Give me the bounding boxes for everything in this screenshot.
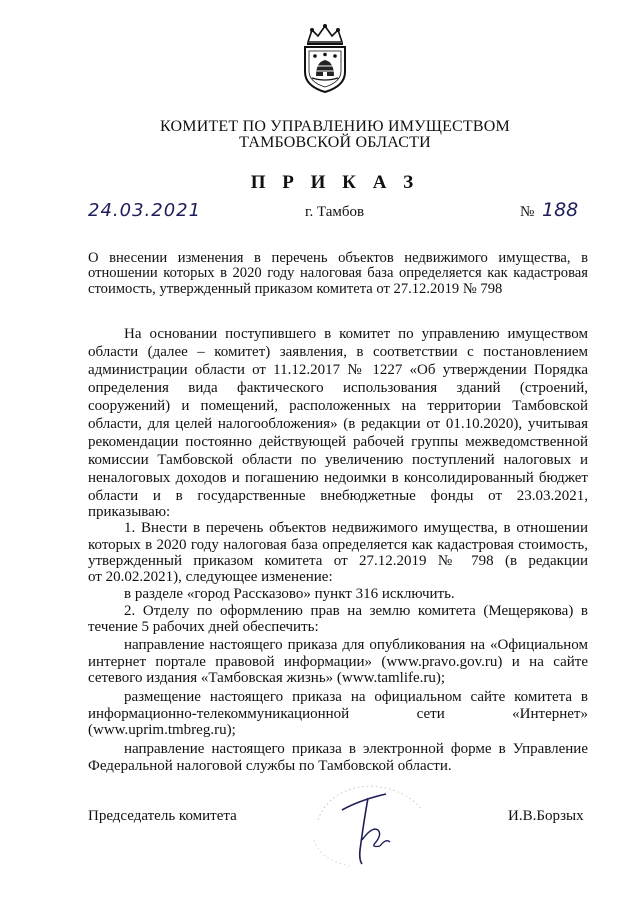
body-line: 1. Внести в перечень объектов недвижимого имущества, в отношении: [124, 520, 588, 536]
body-line: приказываю:: [88, 504, 171, 520]
body-line: интернет портале правовой информации» (www.pravo.gov.ru) и на сайте: [88, 654, 588, 670]
body-line: утвержденный приказом комитета от 27.12.2019 № 798 (в редакции: [88, 553, 588, 569]
body-line: области и в государственные внебюджетные фонды от 23.03.2021,: [88, 488, 588, 504]
document-date: 24.03.2021: [88, 200, 202, 221]
document-number-label: №: [520, 204, 535, 220]
body-line: течение 5 рабочих дней обеспечить:: [88, 619, 319, 635]
body-line: администрации области от 11.12.2017 № 1227 «Об утверждении Порядка: [88, 362, 588, 378]
document-city: г. Тамбов: [305, 204, 365, 220]
subject-line: отношении которых в 2020 году налоговая база определяется как кадастровая: [88, 265, 588, 281]
coat-of-arms-icon: [298, 22, 352, 94]
body-line: направление настоящего приказа для опубликования на «Официальном: [124, 637, 588, 653]
subject-line: О внесении изменения в перечень объектов недвижимого имущества, в: [88, 250, 588, 266]
body-line: 2. Отделу по оформлению прав на землю комитета (Мещерякова) в: [124, 603, 588, 619]
signatory-position: Председатель комитета: [88, 808, 237, 824]
body-line: (www.uprim.tmbreg.ru);: [88, 722, 236, 738]
body-line: которых в 2020 году налоговая база определяется как кадастровая стоимость,: [88, 537, 588, 553]
body-line: сетевого издания «Тамбовская жизнь» (www.tamlife.ru);: [88, 670, 446, 686]
body-line: комиссии Тамбовской области по увеличению поступлений налоговых и: [88, 452, 588, 468]
body-line: информационно-телекоммуникационной сети «Интернет»: [88, 706, 588, 722]
body-line: от 20.02.2021), следующее изменение:: [88, 569, 333, 585]
signatory-name: И.В.Борзых: [508, 808, 584, 824]
body-line: Федеральной налоговой службы по Тамбовской области.: [88, 758, 452, 774]
body-line: области (далее – комитет) заявления, в соответствии с постановлением: [88, 344, 588, 360]
document-number: 188: [542, 199, 579, 221]
organization-name-line-1: КОМИТЕТ ПО УПРАВЛЕНИЮ ИМУЩЕСТВОМ: [160, 118, 510, 135]
body-line: размещение настоящего приказа на официальном сайте комитета в: [124, 689, 588, 705]
body-line: рекомендации постоянно действующей рабочей группы межведомственной: [88, 434, 588, 450]
body-line: в разделе «город Рассказово» пункт 316 исключить.: [124, 586, 455, 602]
body-line: определения вида фактического использования зданий (строений,: [88, 380, 588, 396]
handwritten-signature-icon: [310, 780, 430, 870]
subject-line: стоимость, утвержденный приказом комитета от 27.12.2019 № 798: [88, 281, 503, 297]
organization-name-line-2: ТАМБОВСКОЙ ОБЛАСТИ: [239, 134, 431, 151]
document-type-title: П Р И К А З: [250, 172, 420, 193]
body-line: сооружений) и помещений, расположенных на территории Тамбовской: [88, 398, 588, 414]
body-line: неналоговых доходов и погашению недоимки в консолидированный бюджет: [88, 470, 588, 486]
body-line: направление настоящего приказа в электронной форме в Управление: [124, 741, 588, 757]
body-line: области, для целей налогообложения» (в редакции от 01.10.2020), учитывая: [88, 416, 588, 432]
body-line: На основании поступившего в комитет по управлению имуществом: [124, 326, 588, 342]
